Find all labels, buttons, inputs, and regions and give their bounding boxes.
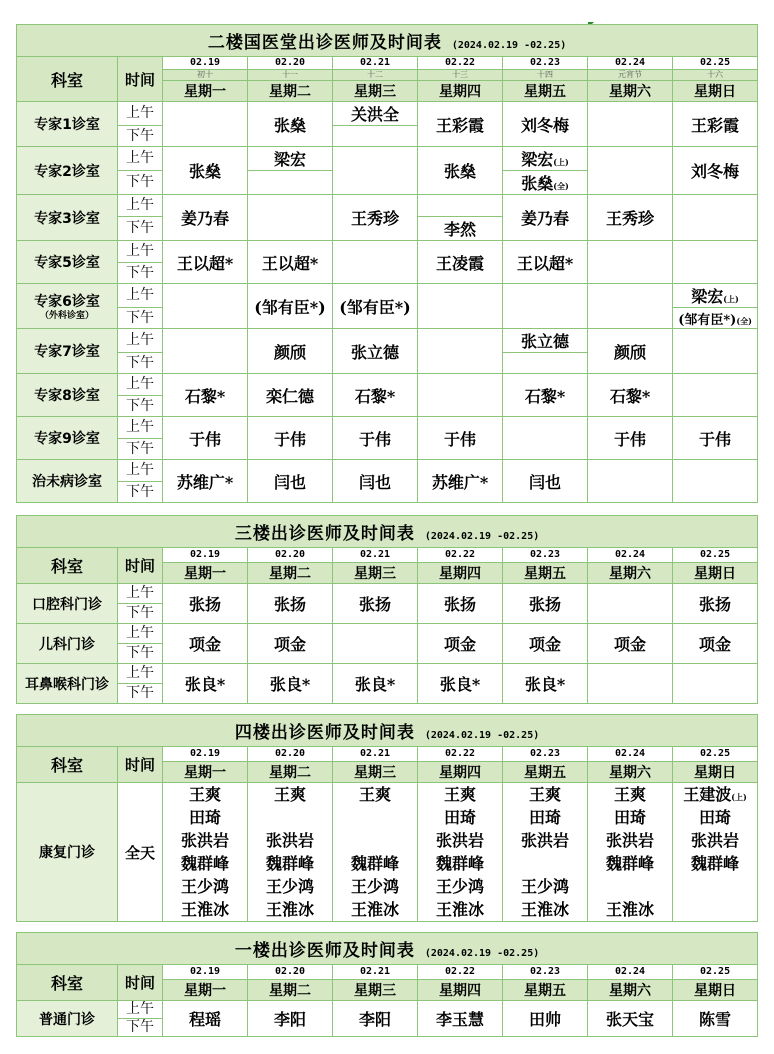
weekday-cell: 星期一 bbox=[163, 980, 248, 1001]
weekday-cell: 星期六 bbox=[588, 762, 673, 783]
doctor-cell: 颜颀 bbox=[248, 329, 333, 374]
floor1-title bbox=[17, 933, 758, 965]
doctor-name: 魏群峰 bbox=[605, 854, 654, 873]
date-cell: 02.23 bbox=[503, 965, 588, 980]
date-cell: 02.22 bbox=[418, 747, 503, 762]
doctor-list-cell bbox=[673, 783, 758, 922]
empty-cell bbox=[503, 417, 588, 460]
doctor-cell: 项金 bbox=[248, 624, 333, 664]
empty-cell bbox=[673, 241, 758, 284]
date-cell: 02.23 bbox=[503, 747, 588, 762]
pm-label: 下午 bbox=[118, 396, 163, 417]
doctor-cell: 石黎* bbox=[588, 374, 673, 417]
pm-label: 下午 bbox=[118, 308, 163, 329]
date-cell: 02.25 bbox=[673, 548, 758, 563]
lunar-date: 十二 bbox=[333, 70, 418, 81]
date-cell: 02.19 bbox=[163, 747, 248, 762]
empty-cell bbox=[418, 195, 503, 217]
floor1-schedule-table bbox=[16, 932, 758, 1037]
doctor-cell: 石黎* bbox=[163, 374, 248, 417]
weekday-cell: 星期日 bbox=[673, 980, 758, 1001]
date-cell: 02.19 bbox=[163, 57, 248, 70]
doctor-cell: 李然 bbox=[418, 217, 503, 241]
date-cell: 02.23 bbox=[503, 548, 588, 563]
doctor-cell: 项金 bbox=[418, 624, 503, 664]
weekday-cell: 星期六 bbox=[588, 563, 673, 584]
doctor-cell bbox=[673, 308, 758, 329]
floor3-schedule-table bbox=[16, 515, 758, 704]
am-label: 上午 bbox=[118, 460, 163, 482]
session-note: (全) bbox=[553, 181, 569, 191]
pm-label: 下午 bbox=[118, 1019, 163, 1037]
date-cell: 02.20 bbox=[248, 57, 333, 70]
lunar-date: 十六 bbox=[673, 70, 758, 81]
am-label: 上午 bbox=[118, 241, 163, 263]
date-cell: 02.22 bbox=[418, 57, 503, 70]
doctor-cell: 张燊 bbox=[163, 147, 248, 195]
date-cell: 02.25 bbox=[673, 57, 758, 70]
pm-label: 下午 bbox=[118, 353, 163, 374]
doctor-name: 王爽 bbox=[443, 785, 476, 804]
floor2-schedule-table bbox=[16, 24, 758, 503]
date-cell: 02.24 bbox=[588, 548, 673, 563]
weekday-cell: 星期三 bbox=[333, 563, 418, 584]
allday-label: 全天 bbox=[118, 783, 163, 922]
weekday-cell: 星期五 bbox=[503, 563, 588, 584]
doctor-cell: 张扬 bbox=[503, 584, 588, 624]
weekday-cell: 星期二 bbox=[248, 762, 333, 783]
doctor-name: 王少鸿 bbox=[350, 877, 399, 896]
doctor-cell: 于伟 bbox=[418, 417, 503, 460]
doctor-name: 王爽 bbox=[358, 785, 391, 804]
doctor-name: 梁宏 bbox=[691, 287, 724, 306]
doctor-cell: 关洪全 bbox=[333, 102, 418, 126]
empty-cell bbox=[333, 624, 418, 664]
empty-cell bbox=[673, 329, 758, 374]
dept-label bbox=[17, 284, 118, 329]
doctor-cell: 闫也 bbox=[333, 460, 418, 503]
doctor-name bbox=[503, 852, 587, 875]
weekday-cell: 星期二 bbox=[248, 980, 333, 1001]
empty-cell bbox=[673, 195, 758, 241]
doctor-cell: 石黎* bbox=[503, 374, 588, 417]
doctor-cell: 于伟 bbox=[588, 417, 673, 460]
weekday-cell: 星期一 bbox=[163, 81, 248, 102]
weekday-cell: 星期三 bbox=[333, 762, 418, 783]
date-cell: 02.20 bbox=[248, 965, 333, 980]
doctor-name: 王淮冰 bbox=[265, 900, 314, 919]
doctor-cell: 苏维广* bbox=[418, 460, 503, 503]
floor3-title-text: 三楼出诊医师及时间表 bbox=[234, 524, 415, 544]
am-label: 上午 bbox=[118, 284, 163, 308]
weekday-cell: 星期二 bbox=[248, 81, 333, 102]
doctor-name: 田琦 bbox=[699, 808, 732, 827]
doctor-cell: 于伟 bbox=[248, 417, 333, 460]
am-label: 上午 bbox=[118, 374, 163, 396]
empty-cell bbox=[163, 102, 248, 147]
pm-label: 下午 bbox=[118, 684, 163, 704]
empty-cell bbox=[163, 329, 248, 374]
doctor-cell: 李玉慧 bbox=[418, 1001, 503, 1037]
am-label: 上午 bbox=[118, 584, 163, 604]
doctor-cell bbox=[503, 147, 588, 171]
empty-cell bbox=[163, 284, 248, 329]
weekday-cell: 星期三 bbox=[333, 81, 418, 102]
doctor-name: 张燊 bbox=[521, 174, 554, 193]
floor3-date-range: (2024.02.19 -02.25) bbox=[424, 531, 540, 542]
doctor-cell: 张燊 bbox=[418, 147, 503, 195]
doctor-cell: 张良* bbox=[418, 664, 503, 704]
doctor-cell: 王凌霞 bbox=[418, 241, 503, 284]
doctor-cell: 李阳 bbox=[248, 1001, 333, 1037]
empty-cell bbox=[588, 284, 673, 329]
doctor-cell: 王以超* bbox=[163, 241, 248, 284]
date-cell: 02.20 bbox=[248, 747, 333, 762]
pm-label: 下午 bbox=[118, 644, 163, 664]
am-label: 上午 bbox=[118, 147, 163, 171]
doctor-name: 魏群峰 bbox=[180, 854, 229, 873]
doctor-cell: 张天宝 bbox=[588, 1001, 673, 1037]
pm-label: 下午 bbox=[118, 126, 163, 147]
floor3-title bbox=[17, 516, 758, 548]
doctor-cell: 刘冬梅 bbox=[673, 147, 758, 195]
doctor-name: 张洪岩 bbox=[435, 831, 484, 850]
doctor-cell: 程瑶 bbox=[163, 1001, 248, 1037]
doctor-name: 王爽 bbox=[528, 785, 561, 804]
floor4-title bbox=[17, 715, 758, 747]
doctor-cell: 张扬 bbox=[418, 584, 503, 624]
dept-label: 治未病诊室 bbox=[17, 460, 118, 503]
doctor-name: 王少鸿 bbox=[180, 877, 229, 896]
doctor-name: 魏群峰 bbox=[435, 854, 484, 873]
doctor-name: 张洪岩 bbox=[520, 831, 569, 850]
floor2-title-text: 二楼国医堂出诊医师及时间表 bbox=[207, 33, 442, 53]
doctor-cell bbox=[673, 284, 758, 308]
am-label: 上午 bbox=[118, 329, 163, 353]
date-cell: 02.22 bbox=[418, 548, 503, 563]
doctor-name: 张洪岩 bbox=[180, 831, 229, 850]
date-cell: 02.19 bbox=[163, 965, 248, 980]
doctor-name: 梁宏 bbox=[521, 150, 554, 169]
session-note: (上) bbox=[553, 157, 569, 167]
weekday-cell: 星期三 bbox=[333, 980, 418, 1001]
floor4-schedule-table bbox=[16, 714, 758, 922]
weekday-cell: 星期日 bbox=[673, 762, 758, 783]
weekday-cell: 星期五 bbox=[503, 980, 588, 1001]
dept-label: 口腔科门诊 bbox=[17, 584, 118, 624]
doctor-cell: 于伟 bbox=[333, 417, 418, 460]
doctor-name: (邹有臣*) bbox=[678, 312, 737, 328]
doctor-name: 张洪岩 bbox=[605, 831, 654, 850]
lunar-date: 元宵节 bbox=[588, 70, 673, 81]
doctor-cell: 栾仁德 bbox=[248, 374, 333, 417]
doctor-cell: 张良* bbox=[248, 664, 333, 704]
dept-label: 专家8诊室 bbox=[17, 374, 118, 417]
doctor-name: 王建波 bbox=[683, 785, 732, 804]
doctor-cell: 张燊 bbox=[248, 102, 333, 147]
doctor-name: 张洪岩 bbox=[691, 831, 740, 850]
empty-cell bbox=[333, 147, 418, 195]
am-label: 上午 bbox=[118, 664, 163, 684]
doctor-cell: 闫也 bbox=[503, 460, 588, 503]
doctor-list-cell bbox=[418, 783, 503, 922]
doctor-name: 张洪岩 bbox=[265, 831, 314, 850]
doctor-name: 王淮冰 bbox=[520, 900, 569, 919]
empty-cell bbox=[673, 374, 758, 417]
doctor-cell: (邹有臣*) bbox=[248, 284, 333, 329]
dept-label: 专家1诊室 bbox=[17, 102, 118, 147]
weekday-cell: 星期五 bbox=[503, 762, 588, 783]
doctor-list-cell bbox=[248, 783, 333, 922]
weekday-cell: 星期四 bbox=[418, 762, 503, 783]
doctor-cell: 张立德 bbox=[503, 329, 588, 353]
lunar-date: 十四 bbox=[503, 70, 588, 81]
doctor-cell: (邹有臣*) bbox=[333, 284, 418, 329]
dept-label: 康复门诊 bbox=[17, 783, 118, 922]
doctor-cell: 刘冬梅 bbox=[503, 102, 588, 147]
doctor-name: 王爽 bbox=[613, 785, 646, 804]
empty-cell bbox=[588, 460, 673, 503]
doctor-cell: 王彩霞 bbox=[418, 102, 503, 147]
doctor-cell: 姜乃春 bbox=[503, 195, 588, 241]
date-cell: 02.24 bbox=[588, 747, 673, 762]
doctor-name: 王少鸿 bbox=[520, 877, 569, 896]
empty-cell bbox=[333, 241, 418, 284]
doctor-name: 田琦 bbox=[443, 808, 476, 827]
empty-cell bbox=[588, 584, 673, 624]
dept-label: 普通门诊 bbox=[17, 1001, 118, 1037]
doctor-name: 王淮冰 bbox=[350, 900, 399, 919]
weekday-cell: 星期四 bbox=[418, 563, 503, 584]
empty-cell bbox=[333, 126, 418, 147]
dept-label: 儿科门诊 bbox=[17, 624, 118, 664]
doctor-name: 田琦 bbox=[528, 808, 561, 827]
doctor-name: 王淮冰 bbox=[435, 900, 484, 919]
date-cell: 02.19 bbox=[163, 548, 248, 563]
empty-cell bbox=[248, 195, 333, 241]
pm-label: 下午 bbox=[118, 217, 163, 241]
lunar-date: 十一 bbox=[248, 70, 333, 81]
weekday-cell: 星期一 bbox=[163, 762, 248, 783]
doctor-list-cell bbox=[503, 783, 588, 922]
dept-header: 科室 bbox=[17, 747, 118, 783]
doctor-cell: 田帅 bbox=[503, 1001, 588, 1037]
doctor-name: 田琦 bbox=[188, 808, 221, 827]
dept-header: 科室 bbox=[17, 965, 118, 1001]
doctor-cell: 王以超* bbox=[248, 241, 333, 284]
weekday-cell: 星期二 bbox=[248, 563, 333, 584]
doctor-name: 魏群峰 bbox=[265, 854, 314, 873]
dept-label: 专家9诊室 bbox=[17, 417, 118, 460]
dept-header: 科室 bbox=[17, 57, 118, 102]
date-cell: 02.21 bbox=[333, 57, 418, 70]
doctor-name bbox=[673, 875, 757, 898]
doctor-cell: 张扬 bbox=[163, 584, 248, 624]
doctor-cell: 梁宏 bbox=[248, 147, 333, 171]
date-cell: 02.22 bbox=[418, 965, 503, 980]
weekday-cell: 星期六 bbox=[588, 81, 673, 102]
am-label: 上午 bbox=[118, 195, 163, 217]
dept-label: 专家7诊室 bbox=[17, 329, 118, 374]
dept-name: 专家6诊室 bbox=[34, 293, 100, 310]
doctor-list-cell bbox=[163, 783, 248, 922]
pm-label: 下午 bbox=[118, 482, 163, 503]
doctor-name: 田琦 bbox=[613, 808, 646, 827]
floor2-date-range: (2024.02.19 -02.25) bbox=[451, 40, 567, 51]
session-note: (上) bbox=[731, 792, 747, 802]
doctor-list-cell bbox=[588, 783, 673, 922]
empty-cell bbox=[503, 284, 588, 329]
date-cell: 02.25 bbox=[673, 965, 758, 980]
doctor-cell: 项金 bbox=[163, 624, 248, 664]
floor1-title-text: 一楼出诊医师及时间表 bbox=[234, 941, 415, 961]
doctor-cell: 颜颀 bbox=[588, 329, 673, 374]
doctor-cell: 项金 bbox=[588, 624, 673, 664]
date-cell: 02.21 bbox=[333, 747, 418, 762]
pm-label: 下午 bbox=[118, 604, 163, 624]
empty-cell bbox=[588, 147, 673, 195]
time-header: 时间 bbox=[118, 57, 163, 102]
am-label: 上午 bbox=[118, 417, 163, 439]
doctor-cell: 王彩霞 bbox=[673, 102, 758, 147]
doctor-name: 王淮冰 bbox=[605, 900, 654, 919]
empty-cell bbox=[503, 353, 588, 374]
doctor-name: 魏群峰 bbox=[691, 854, 740, 873]
doctor-name: 王爽 bbox=[273, 785, 306, 804]
am-label: 上午 bbox=[118, 624, 163, 644]
empty-cell bbox=[588, 241, 673, 284]
doctor-cell: 闫也 bbox=[248, 460, 333, 503]
date-cell: 02.20 bbox=[248, 548, 333, 563]
doctor-cell: 项金 bbox=[673, 624, 758, 664]
weekday-cell: 星期日 bbox=[673, 81, 758, 102]
floor4-date-range: (2024.02.19 -02.25) bbox=[424, 730, 540, 741]
doctor-cell: 张良* bbox=[163, 664, 248, 704]
time-header: 时间 bbox=[118, 747, 163, 783]
doctor-name: 王少鸿 bbox=[435, 877, 484, 896]
empty-cell bbox=[588, 102, 673, 147]
doctor-cell: 李阳 bbox=[333, 1001, 418, 1037]
weekday-cell: 星期六 bbox=[588, 980, 673, 1001]
dept-label: 专家5诊室 bbox=[17, 241, 118, 284]
empty-cell bbox=[673, 664, 758, 704]
pm-label: 下午 bbox=[118, 439, 163, 460]
date-cell: 02.21 bbox=[333, 965, 418, 980]
date-cell: 02.23 bbox=[503, 57, 588, 70]
dept-note: （外科诊室） bbox=[39, 310, 94, 321]
doctor-name bbox=[673, 783, 757, 806]
doctor-name: 王淮冰 bbox=[180, 900, 229, 919]
date-cell: 02.25 bbox=[673, 747, 758, 762]
weekday-cell: 星期四 bbox=[418, 980, 503, 1001]
session-note: (上) bbox=[723, 294, 739, 304]
doctor-cell: 石黎* bbox=[333, 374, 418, 417]
doctor-name: 王少鸿 bbox=[265, 877, 314, 896]
doctor-cell: 张扬 bbox=[673, 584, 758, 624]
lunar-date: 十三 bbox=[418, 70, 503, 81]
doctor-name bbox=[333, 829, 417, 852]
empty-cell bbox=[673, 460, 758, 503]
doctor-cell: 张扬 bbox=[333, 584, 418, 624]
am-label: 上午 bbox=[118, 1001, 163, 1019]
floor2-title bbox=[17, 25, 758, 57]
doctor-cell: 王秀珍 bbox=[588, 195, 673, 241]
session-note: (全) bbox=[736, 315, 752, 326]
doctor-name: 魏群峰 bbox=[350, 854, 399, 873]
empty-cell bbox=[248, 171, 333, 195]
floor4-title-text: 四楼出诊医师及时间表 bbox=[234, 723, 415, 743]
doctor-cell bbox=[503, 171, 588, 195]
doctor-cell: 张良* bbox=[503, 664, 588, 704]
time-header: 时间 bbox=[118, 548, 163, 584]
date-cell: 02.21 bbox=[333, 548, 418, 563]
doctor-list-cell bbox=[333, 783, 418, 922]
pm-label: 下午 bbox=[118, 171, 163, 195]
doctor-cell: 姜乃春 bbox=[163, 195, 248, 241]
weekday-cell: 星期五 bbox=[503, 81, 588, 102]
doctor-name: 王爽 bbox=[188, 785, 221, 804]
doctor-cell: 陈雪 bbox=[673, 1001, 758, 1037]
empty-cell bbox=[418, 329, 503, 374]
doctor-cell: 项金 bbox=[503, 624, 588, 664]
doctor-cell: 张立德 bbox=[333, 329, 418, 374]
doctor-cell: 于伟 bbox=[673, 417, 758, 460]
doctor-cell: 王秀珍 bbox=[333, 195, 418, 241]
doctor-cell: 张扬 bbox=[248, 584, 333, 624]
doctor-name bbox=[673, 898, 757, 921]
doctor-cell: 王以超* bbox=[503, 241, 588, 284]
doctor-cell: 于伟 bbox=[163, 417, 248, 460]
weekday-cell: 星期日 bbox=[673, 563, 758, 584]
lunar-date: 初十 bbox=[163, 70, 248, 81]
empty-cell bbox=[418, 374, 503, 417]
time-header: 时间 bbox=[118, 965, 163, 1001]
empty-cell bbox=[588, 664, 673, 704]
doctor-name bbox=[588, 875, 672, 898]
floor1-date-range: (2024.02.19 -02.25) bbox=[424, 948, 540, 959]
doctor-cell: 苏维广* bbox=[163, 460, 248, 503]
weekday-cell: 星期一 bbox=[163, 563, 248, 584]
dept-header: 科室 bbox=[17, 548, 118, 584]
pm-label: 下午 bbox=[118, 263, 163, 284]
empty-cell bbox=[418, 284, 503, 329]
dept-label: 专家3诊室 bbox=[17, 195, 118, 241]
doctor-name bbox=[248, 806, 332, 829]
dept-label: 耳鼻喉科门诊 bbox=[17, 664, 118, 704]
dept-label: 专家2诊室 bbox=[17, 147, 118, 195]
weekday-cell: 星期四 bbox=[418, 81, 503, 102]
date-cell: 02.24 bbox=[588, 965, 673, 980]
doctor-cell: 张良* bbox=[333, 664, 418, 704]
am-label: 上午 bbox=[118, 102, 163, 126]
doctor-name bbox=[333, 806, 417, 829]
date-cell: 02.24 bbox=[588, 57, 673, 70]
